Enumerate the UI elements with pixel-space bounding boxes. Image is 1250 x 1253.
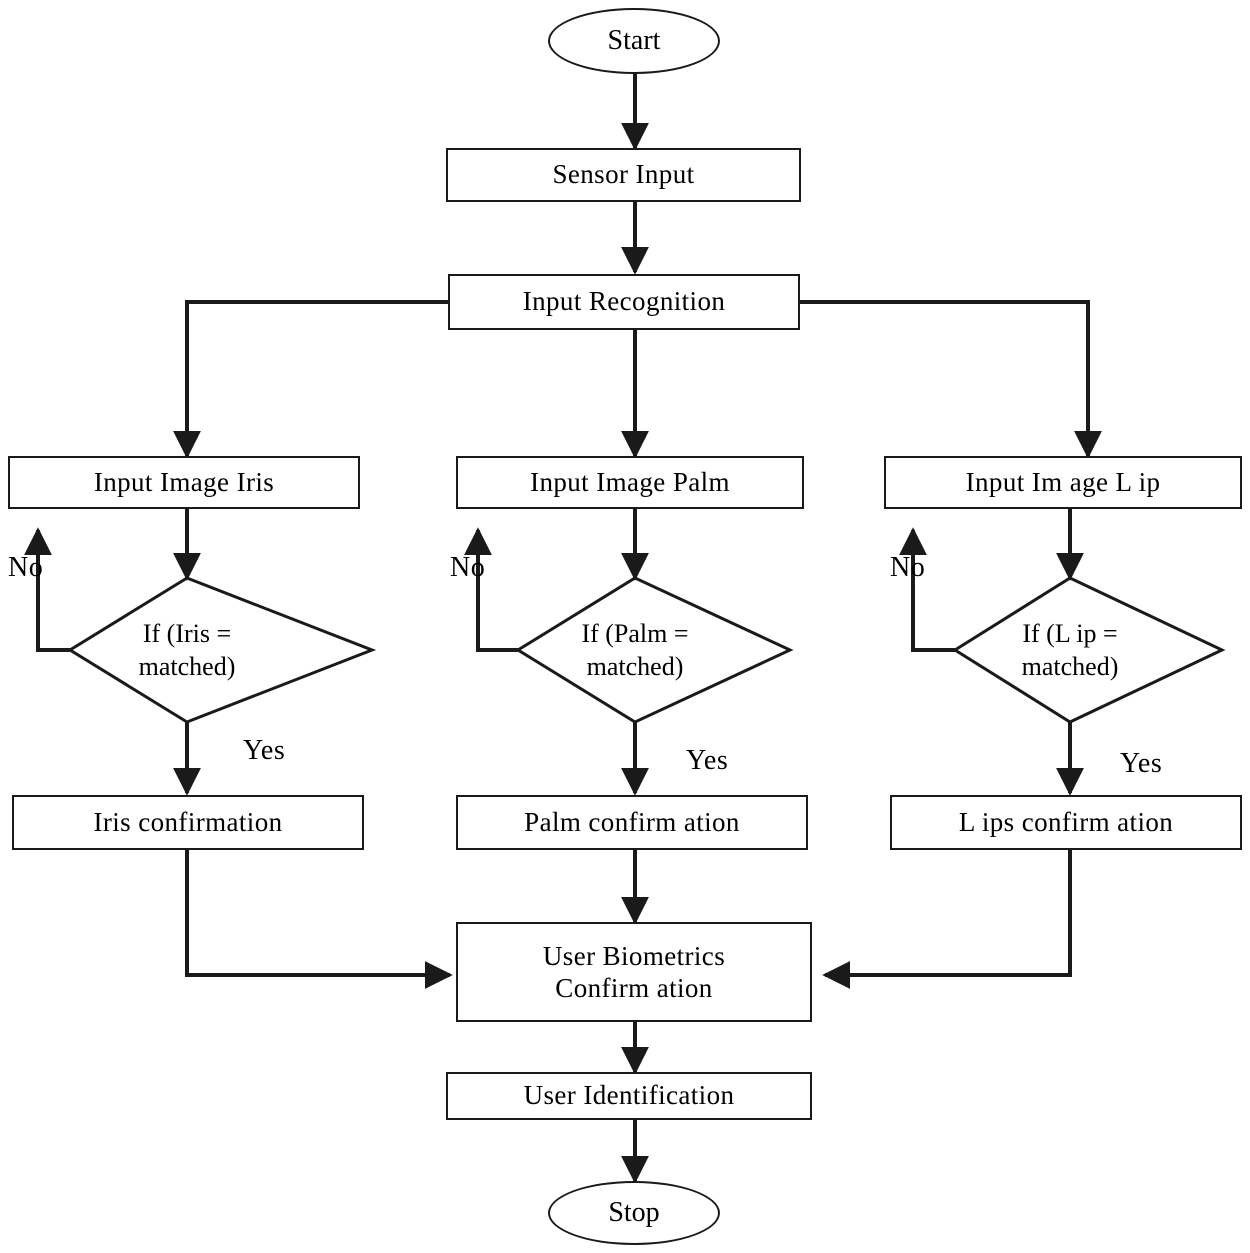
node-input-image-lip bbox=[884, 456, 1242, 509]
edge-label-yes-palm: Yes bbox=[686, 745, 729, 776]
node-user-identification bbox=[446, 1072, 812, 1120]
node-decision-lip-label-line2: matched) bbox=[1021, 651, 1119, 681]
node-user-identification-label: User Identification bbox=[523, 1080, 735, 1111]
node-decision-iris bbox=[77, 608, 297, 693]
edge-label-no-palm: No bbox=[450, 552, 486, 583]
edge-label-no-iris: No bbox=[8, 552, 44, 583]
node-input-image-iris bbox=[8, 456, 360, 509]
node-decision-lip bbox=[960, 608, 1180, 693]
node-decision-lip-label-line1: If (L ip = bbox=[1022, 619, 1118, 648]
node-user-biometrics-confirmation bbox=[456, 922, 812, 1022]
node-stop-label: Stop bbox=[608, 1196, 660, 1228]
node-input-recognition bbox=[448, 274, 800, 330]
edge-label-no-lip: No bbox=[890, 552, 926, 583]
node-lips-confirmation-label: L ips confirm ation bbox=[958, 806, 1174, 837]
node-input-image-lip-label: Input Im age L ip bbox=[965, 466, 1161, 497]
node-user-biometrics-confirmation-line1: User Biometrics bbox=[542, 940, 726, 971]
node-lips-confirmation bbox=[890, 795, 1242, 850]
node-decision-iris-label-line2: matched) bbox=[138, 651, 236, 681]
edge-label-yes-lip: Yes bbox=[1120, 748, 1163, 779]
edge-label-yes-iris: Yes bbox=[243, 735, 286, 766]
node-decision-palm-label-line1: If (Palm = bbox=[581, 619, 689, 648]
node-iris-confirmation-label: Iris confirmation bbox=[93, 806, 283, 837]
node-decision-palm bbox=[525, 608, 745, 693]
node-start bbox=[548, 8, 720, 74]
node-sensor-input bbox=[446, 148, 801, 202]
node-start-label: Start bbox=[607, 24, 661, 56]
node-input-recognition-label: Input Recognition bbox=[522, 286, 726, 317]
node-decision-palm-label-line2: matched) bbox=[586, 651, 684, 681]
node-iris-confirmation bbox=[12, 795, 364, 850]
node-stop bbox=[548, 1181, 720, 1245]
node-decision-iris-label-line1: If (Iris = bbox=[142, 619, 232, 648]
node-palm-confirmation bbox=[456, 795, 808, 850]
node-sensor-input-label: Sensor Input bbox=[552, 159, 695, 190]
node-input-image-iris-label: Input Image Iris bbox=[93, 466, 275, 497]
node-input-image-palm bbox=[456, 456, 804, 509]
node-palm-confirmation-label: Palm confirm ation bbox=[524, 806, 740, 837]
node-user-biometrics-confirmation-line2: Confirm ation bbox=[555, 973, 713, 1003]
node-input-image-palm-label: Input Image Palm bbox=[530, 466, 730, 497]
